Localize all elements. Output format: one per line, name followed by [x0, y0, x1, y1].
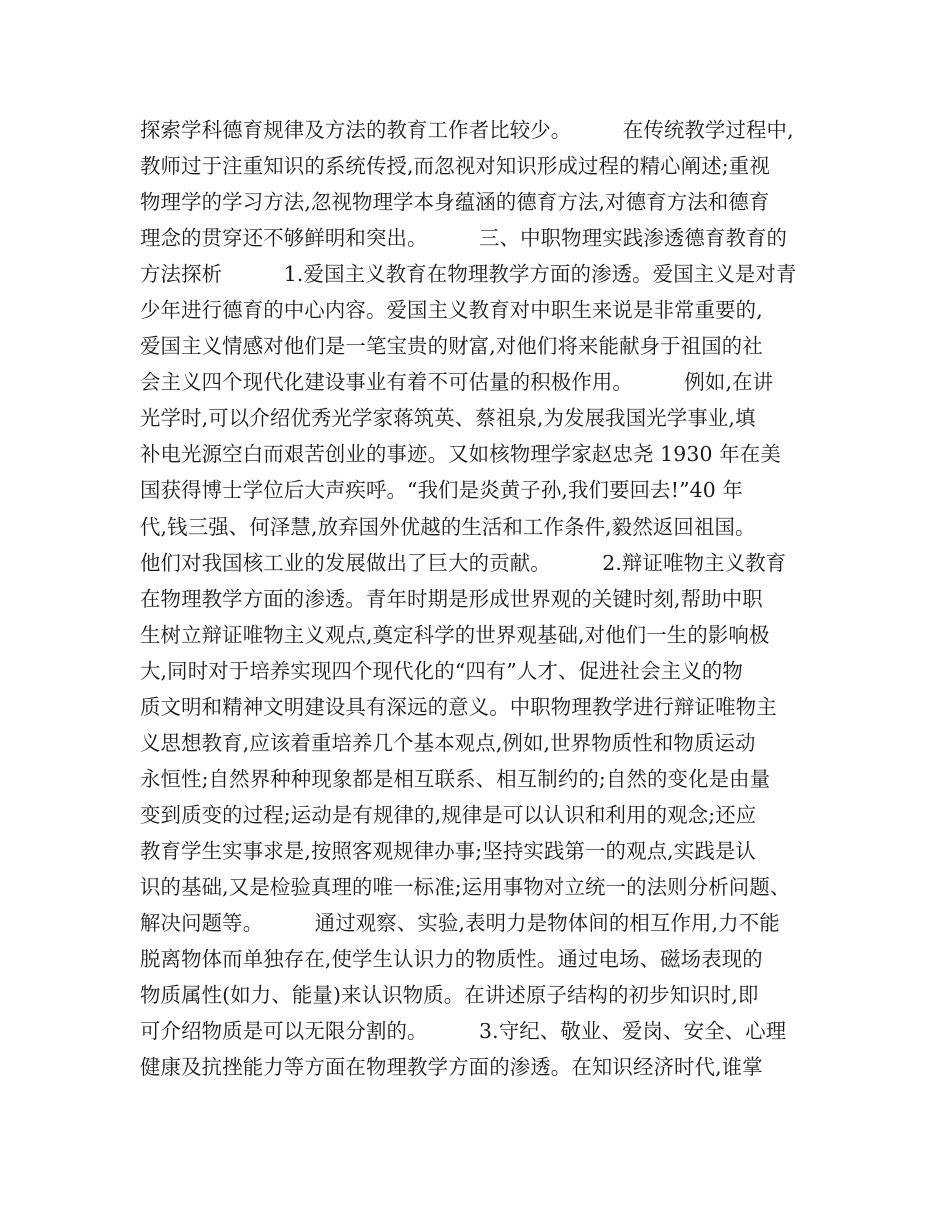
text-line: 爱国主义情感对他们是一笔宝贵的财富,对他们将来能献身于祖国的社 — [140, 334, 763, 359]
document-body-text — [140, 112, 830, 1085]
text-line: 质文明和精神文明建设具有深远的意义。中职物理教学进行辩证唯物主 — [140, 694, 777, 719]
text-line: 理念的贯穿还不够鲜明和突出。 三、中职物理实践渗透德育教育的 — [140, 226, 788, 251]
text-line: 会主义四个现代化建设事业有着不可估量的积极作用。 例如,在讲 — [140, 370, 774, 395]
text-line: 脱离物体而单独存在,使学生认识力的物质性。通过电场、磁场表现的 — [140, 947, 763, 972]
text-line: 永恒性;自然界种种现象都是相互联系、相互制约的;自然的变化是由量 — [140, 766, 771, 791]
text-line: 物理学的学习方法,忽视物理学本身蕴涵的德育方法,对德育方法和德育 — [140, 190, 770, 215]
text-line: 国获得博士学位后大声疾呼。“我们是炎黄子孙,我们要回去!”40 年 — [140, 478, 744, 503]
text-line: 代,钱三强、何泽慧,放弃国外优越的生活和工作条件,毅然返回祖国。 — [140, 514, 756, 539]
text-line: 识的基础,又是检验真理的唯一标准;运用事物对立统一的法则分析问题、 — [140, 874, 791, 899]
text-line: 在物理教学方面的渗透。青年时期是形成世界观的关键时刻,帮助中职 — [140, 586, 763, 611]
text-line: 探索学科德育规律及方法的教育工作者比较少。 在传统教学过程中, — [140, 118, 794, 142]
text-line: 教师过于注重知识的系统传授,而忽视对知识形成过程的精心阐述;重视 — [140, 154, 770, 179]
text-line: 大,同时对于培养实现四个现代化的“四有”人才、促进社会主义的物 — [140, 658, 743, 683]
text-line: 他们对我国核工业的发展做出了巨大的贡献。 2.辩证唯物主义教育 — [140, 550, 787, 575]
text-line: 方法探析 1.爱国主义教育在物理教学方面的渗透。爱国主义是对青 — [140, 262, 797, 287]
text-line: 健康及抗挫能力等方面在物理教学方面的渗透。在知识经济时代,谁掌 — [140, 1055, 763, 1080]
text-line: 教育学生实事求是,按照客观规律办事;坚持实践第一的观点,实践是认 — [140, 838, 756, 863]
text-line: 补电光源空白而艰苦创业的事迹。又如核物理学家赵忠尧 1930 年在美 — [140, 442, 781, 467]
text-line: 少年进行德育的中心内容。爱国主义教育对中职生来说是非常重要的, — [140, 298, 763, 323]
text-line: 物质属性(如力、能量)来认识物质。在讲述原子结构的初步知识时,即 — [140, 983, 759, 1008]
text-line: 义思想教育,应该着重培养几个基本观点,例如,世界物质性和物质运动 — [140, 730, 756, 755]
text-line: 可介绍物质是可以无限分割的。 3.守纪、敬业、爱岗、安全、心理 — [140, 1019, 787, 1044]
text-line: 光学时,可以介绍优秀光学家蒋筑英、蔡祖泉,为发展我国光学事业,填 — [140, 406, 756, 431]
text-line: 生树立辩证唯物主义观点,奠定科学的世界观基础,对他们一生的影响极 — [140, 622, 770, 647]
text-line: 解决问题等。 通过观察、实验,表明力是物体间的相互作用,力不能 — [140, 911, 780, 936]
text-line: 变到质变的过程;运动是有规律的,规律是可以认识和利用的观念;还应 — [140, 802, 757, 827]
